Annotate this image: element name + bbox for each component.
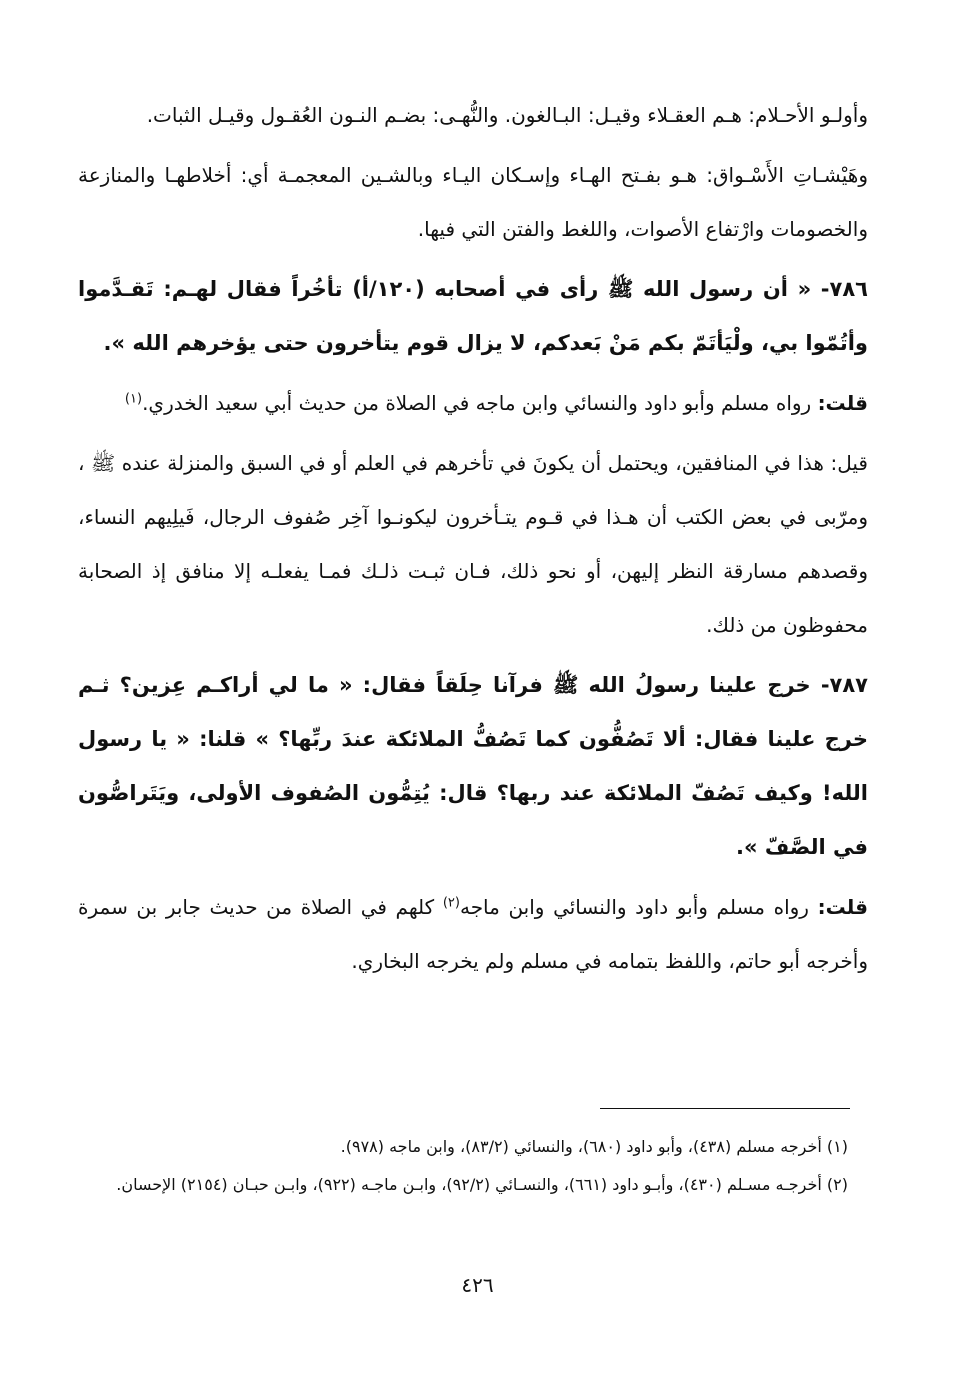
hadith-787: ٧٨٧- خرج علينا رسولُ الله ﷺ فرآنا حِلَقاً فقال: « ما لي أراكـم عِزين؟ ثـم خرج علينا فقال: ألا تَصُفُّون كما تَصُفُّ الملائكة عندَ ربِّها؟ » قلنا: « يا رسول الله! وكيف تَصُفّ الملائكة عند ربها؟ قال: يُتِمُّون الصُفوف الأولى، ويَتَراصُّون في الصَّفّ ».: [78, 673, 868, 859]
commentary-787: [78, 880, 868, 988]
footnote-ref-2: (٢): [442, 895, 460, 911]
paragraph-munafiqin: قيل: هذا في المنافقين، ويحتمل أن يكونَ في تأخرهم في العلم أو في السبق والمنزلة عنده ﷺ ، ومرّبى في بعض الكتب أن هـذا في قـوم يتـأخرون ليكونـوا آخِر صُفوف الرجال، فَيلِيهم النساء، وقصدهم مسارقة النظر إليهن، أو نحو ذلك، فـان ثبـت ذلـك فمـا يفعلـه إلا منافق إذ الصحابة محفوظون من ذلك.: [78, 451, 868, 637]
page-number: ٤٢٦: [461, 1273, 494, 1297]
hadith-786: ٧٨٦- « أن رسول الله ﷺ رأى في أصحابه (١٢٠/أ) تأخُراً فقال لهـم: تَقـدَّموا وأتُمّوا بي، ولْيَأتَمّ بكم مَنْ بَعدكم، لا يزال قوم يتأخرون حتى يؤخرهم الله ».: [78, 277, 868, 355]
paragraph-ahlam: وأولـو الأحـلام: هـم العقـلاء وقيـل: البـالغون. والنُّهـى: بضـم النـون العُقـول وقيـل الثبات.: [146, 103, 868, 127]
commentary-787-text-b: كلهم في الصلاة من حديث جابر بن سمرة وأخرجه أبو حاتم، واللفظ بتمامه في مسلم ولم يخرجه البخاري.: [78, 895, 868, 973]
page-body: [78, 88, 868, 994]
qult-label: قلت:: [817, 391, 868, 415]
footnote-ref-1: (١): [124, 391, 143, 407]
footnotes: [78, 1128, 848, 1204]
commentary-787-text-a: رواه مسلم وأبو داود والنسائي وابن ماجه: [459, 895, 809, 919]
footnote-2: (٢) أخرجـه مسـلم (٤٣٠)، وأبـو داود (٦٦١)، والنسـائي (٩٢/٢)، وابـن ماجـه (٩٢٢)، وابـن حبـان (٢١٥٤) الإحسان.: [116, 1175, 848, 1194]
paragraph-haishat: وهَيْشـاتِ الأَسْـواق: هـو بفـتح الهـاء وإسـكان اليـاء وبالشـين المعجمـة أي: أخلاطهـا والمنازعة والخصومات وارْتفاع الأصوات، واللغط والفتن التي فيها.: [78, 163, 868, 241]
footnote-separator: [600, 1108, 850, 1109]
commentary-786: [78, 376, 868, 430]
qult-label: قلت:: [817, 895, 869, 919]
commentary-786-text: رواه مسلم وأبو داود والنسائي وابن ماجه في الصلاة من حديث أبي سعيد الخدري.: [142, 391, 812, 415]
footnote-1: (١) أخرجه مسلم (٤٣٨)، وأبو داود (٦٨٠)، والنسائي (٨٣/٢)، وابن ماجه (٩٧٨).: [340, 1137, 848, 1156]
